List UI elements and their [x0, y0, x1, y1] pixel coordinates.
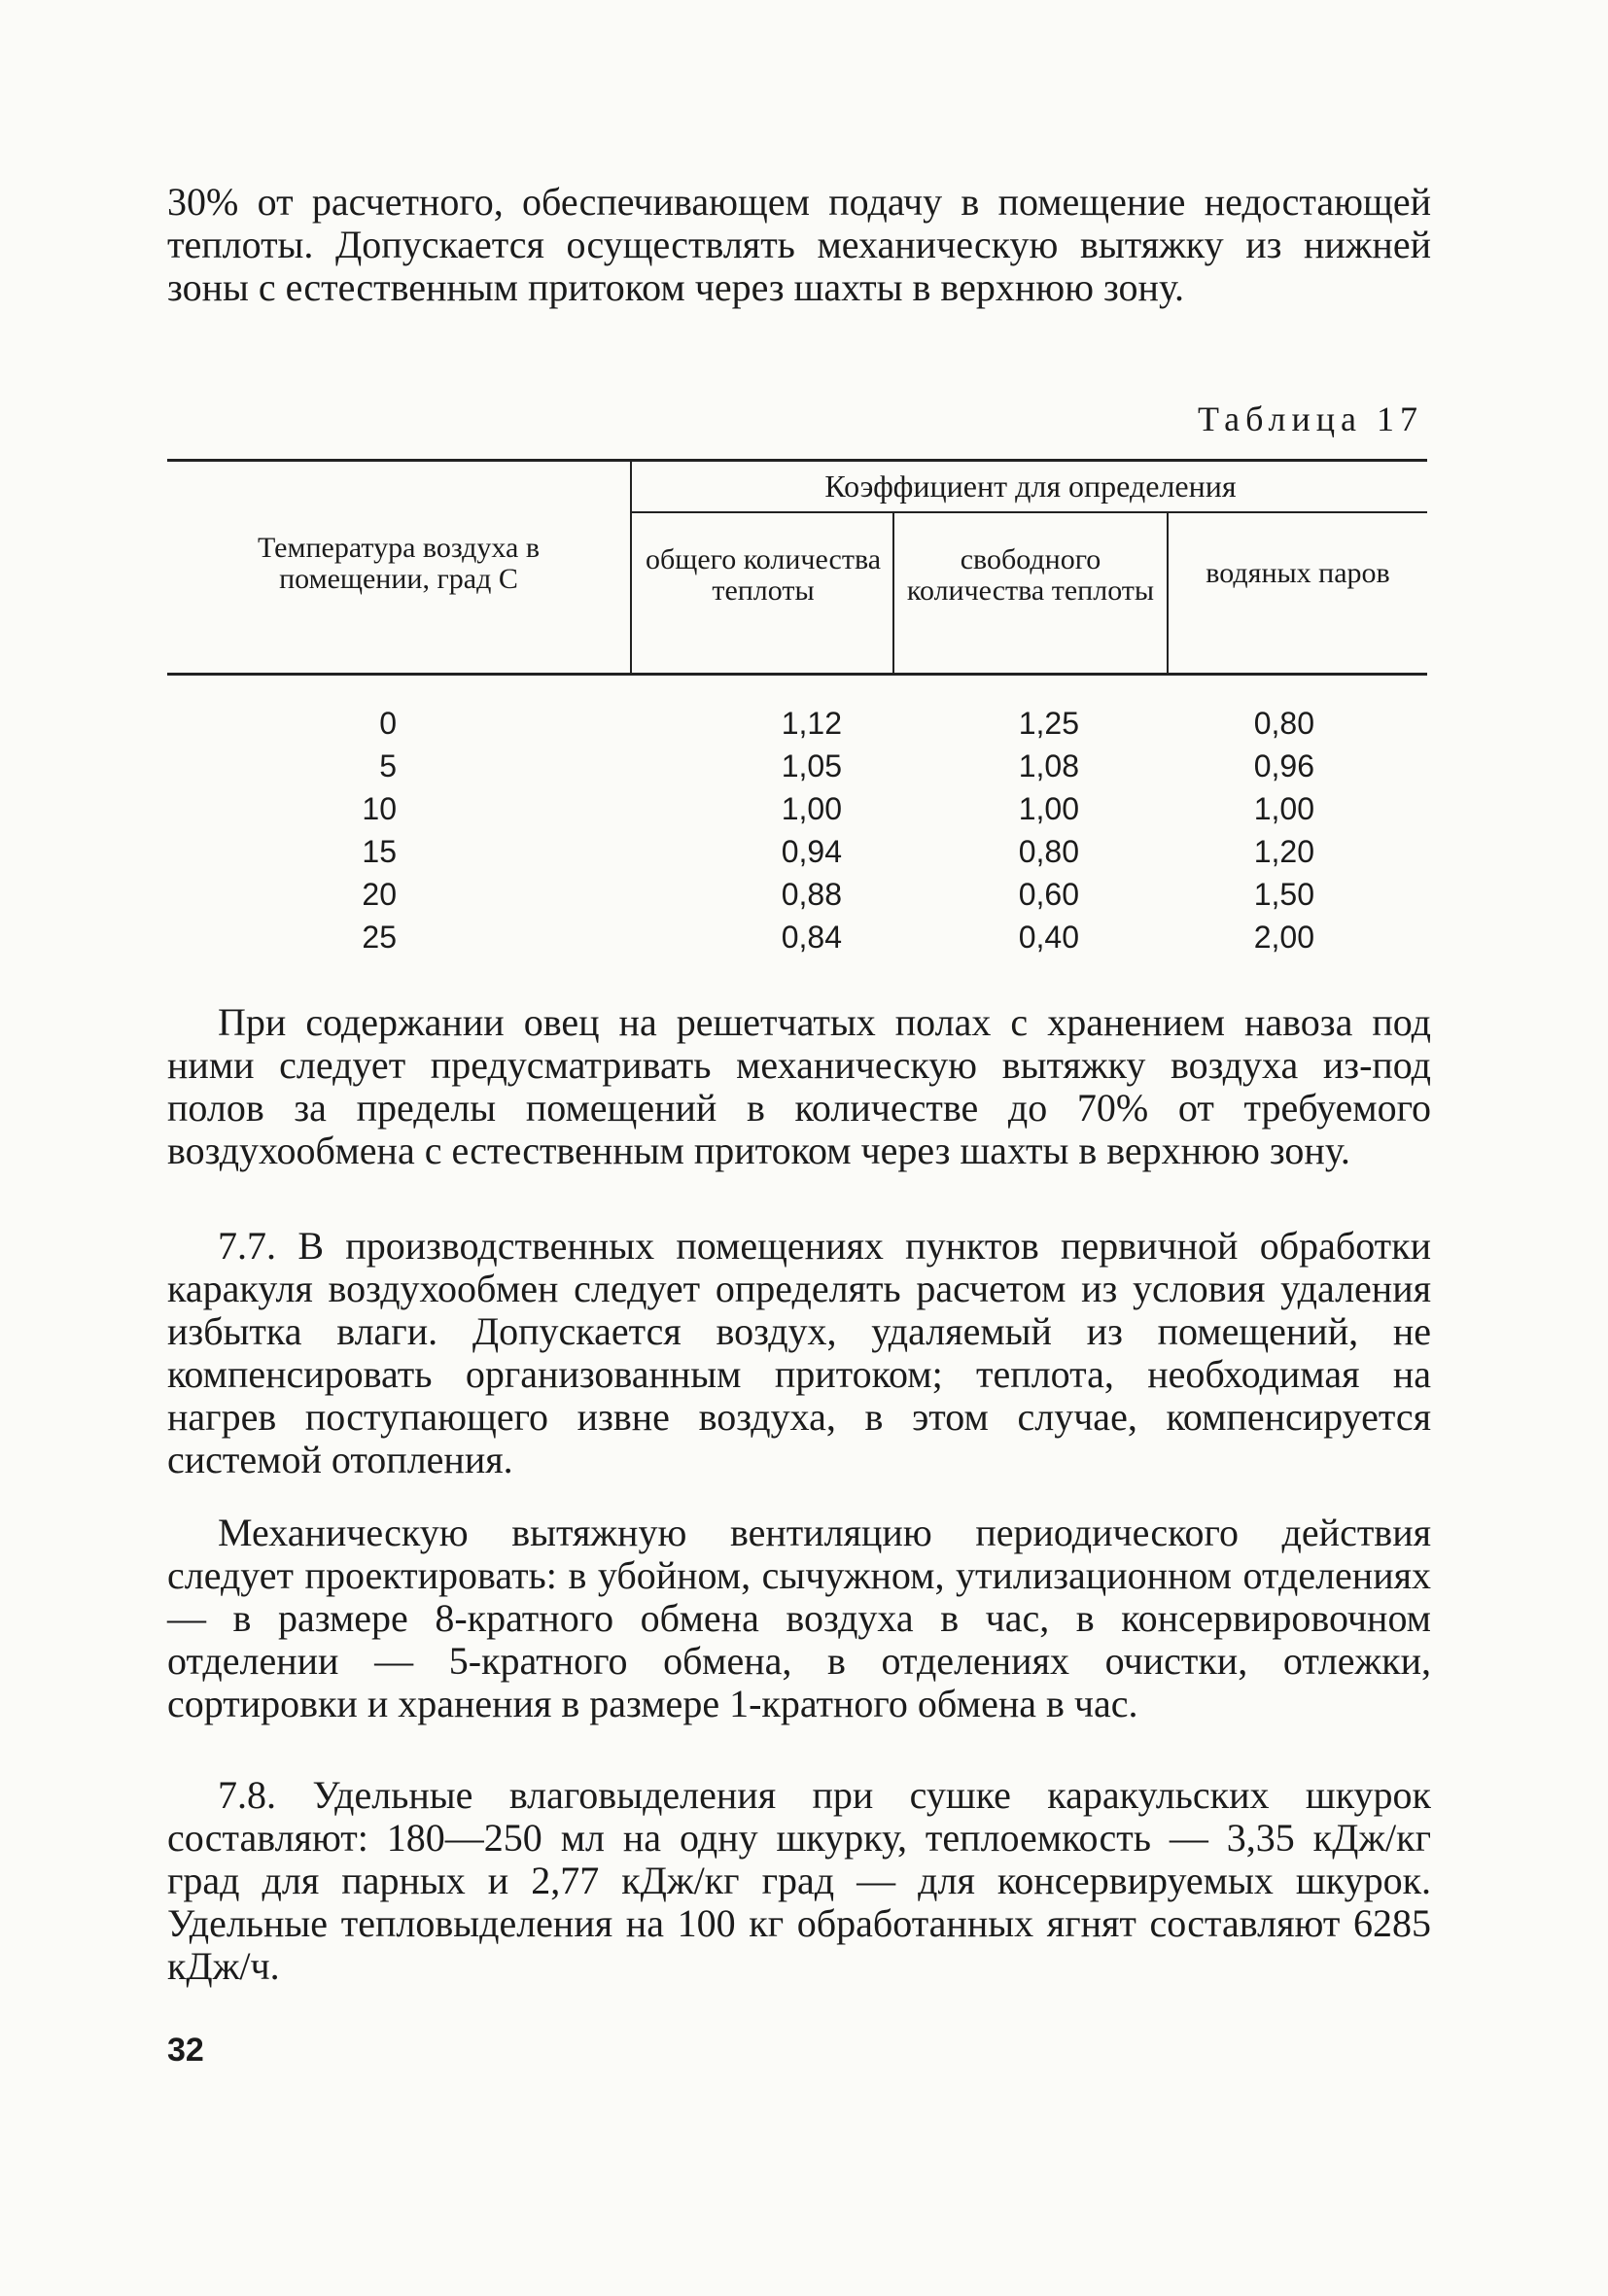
cell-water-vapor: 0,96 [1253, 748, 1314, 783]
cell-free-heat: 1,00 [1018, 791, 1079, 826]
col-divider-3 [1167, 513, 1169, 673]
cell-free-heat: 1,08 [1018, 748, 1079, 783]
cell-water-vapor: 1,00 [1253, 791, 1314, 826]
group-header-rule [630, 511, 1427, 513]
cell-total-heat: 1,05 [781, 748, 842, 783]
header-total-heat: общего количества теплоты [645, 543, 882, 607]
cell-temperature: 15 [362, 834, 397, 869]
page-number: 32 [167, 2032, 204, 2069]
cell-temperature: 20 [362, 877, 397, 912]
table-top-rule [167, 459, 1427, 462]
cell-water-vapor: 2,00 [1253, 920, 1314, 955]
cell-temperature: 25 [362, 920, 397, 955]
cell-temperature: 0 [379, 706, 397, 741]
cell-total-heat: 1,12 [781, 706, 842, 741]
header-free-heat: свободного количества теплоты [906, 543, 1155, 607]
cell-water-vapor: 1,50 [1253, 877, 1314, 912]
cell-total-heat: 1,00 [781, 791, 842, 826]
cell-total-heat: 0,94 [781, 834, 842, 869]
cell-water-vapor: 0,80 [1253, 706, 1314, 741]
col-divider-1 [630, 461, 632, 673]
intro-paragraph: 30% от расчетного, обеспечивающем подачу в помещение недостающей теплоты. Допускается осуществлять механическую вытяжку из нижней зоны с естественным притоком через шахты в верхнюю зону. [167, 180, 1431, 309]
col-divider-2 [892, 513, 894, 673]
cell-free-heat: 0,40 [1018, 920, 1079, 955]
cell-free-heat: 1,25 [1018, 706, 1079, 741]
header-coefficient-group: Коэффициент для определения [824, 469, 1237, 504]
header-water-vapor: водяных паров [1206, 557, 1390, 589]
cell-temperature: 10 [362, 791, 397, 826]
cell-free-heat: 0,60 [1018, 877, 1079, 912]
cell-water-vapor: 1,20 [1253, 834, 1314, 869]
cell-total-heat: 0,84 [781, 920, 842, 955]
header-temperature: Температура воздуха в помещении, град С [257, 532, 541, 595]
cell-temperature: 5 [379, 748, 397, 783]
paragraph-exhaust-ventilation: Механическую вытяжную вентиляцию периодического действия следует проектировать: в убойном, сычужном, утилизационном отделениях — в размере 8-кратного обмена воздуха в час, в консервировочном отделении — 5-кратного обмена, в отделениях очистки, отлежки, сортировки и хранения в размере 1-кратного обмена в час. [167, 1511, 1431, 1725]
cell-total-heat: 0,88 [781, 877, 842, 912]
table-header-bottom-rule [167, 673, 1427, 676]
paragraph-7-7: 7.7. В производственных помещениях пунктов первичной обработки каракуля воздухообмен следует определять расчетом из условия удаления избытка влаги. Допускается воздух, удаляемый из помещений, не компенсировать организованным притоком; теплота, необходимая на нагрев поступающего извне воздуха, в этом случае, компенсируется системой отопления. [167, 1224, 1431, 1481]
paragraph-7-8: 7.8. Удельные влаговыделения при сушке каракульских шкурок составляют: 180—250 мл на одну шкурку, теплоемкость — 3,35 кДж/кг град для парных и 2,77 кДж/кг град — для консервируемых шкурок. Удельные тепловыделения на 100 кг обработанных ягнят составляют 6285 кДж/ч. [167, 1773, 1431, 1988]
paragraph-slatted-floors: При содержании овец на решетчатых полах с хранением навоза под ними следует предусматривать механическую вытяжку воздуха из-под полов за пределы помещений в количестве до 70% от требуемого воздухообмена с естественным притоком через шахты в верхнюю зону. [167, 1000, 1431, 1172]
table-caption: Таблица 17 [1198, 400, 1423, 438]
cell-free-heat: 0,80 [1018, 834, 1079, 869]
